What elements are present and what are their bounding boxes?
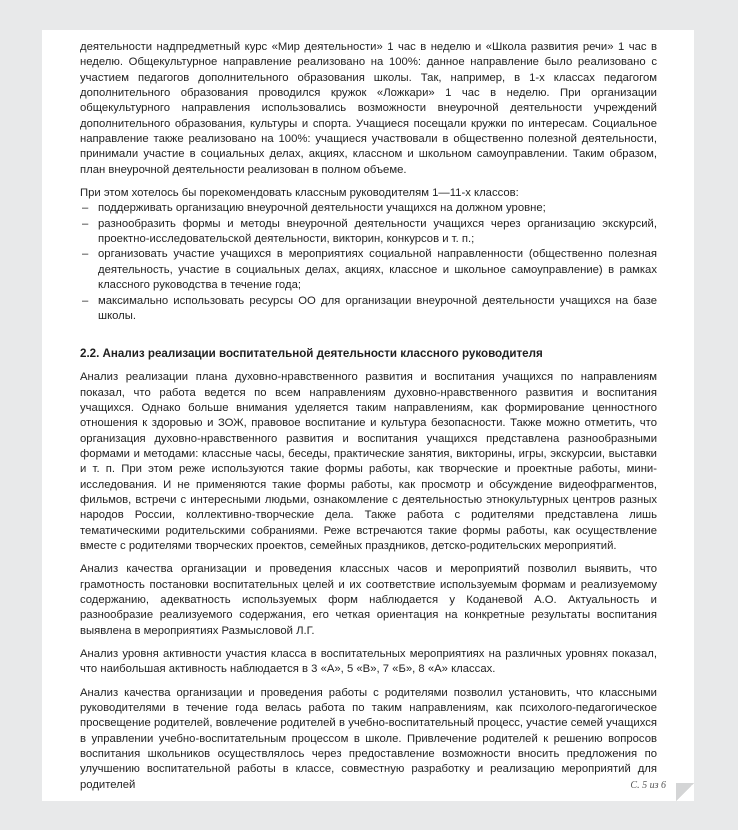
- paragraph: деятельности надпредметный курс «Мир деятельности» 1 час в неделю и «Школа развития речи» 1 час в неделю. Общекультурное направление реализовано на 100%: данное направление было реализовано с участием педагогов дополнительного образования школы. Так, например, в 1-х классах педагогом дополнительного образования проводился кружок «Ложкари» 1 час в неделю. При организации общекультурного направления использовались возможности внеурочной деятельности учреждений дополнительного образования, культуры и спорта. Учащиеся посещали кружки по интересам. Социальное направление также реализовано на 100%: учащиеся участвовали в общественно полезной деятельности, принимали участие в социальных делах, акциях, классном и школьном самоуправлении. Таким образом, план внеурочной деятельности реализован в полном объеме.: [80, 41, 657, 176]
- paragraph: Анализ качества организации и проведения работы с родителями позволил установить, что классными руководителями в течение года велась работа по таким направлениям, как психолого-педагогическое просвещение родителей, вовлечение родителей в учебно-воспитательный процесс, участие семей учащихся в управлении учебно-воспитательным процессом в школе. Привлечение родителей к решению вопросов воспитания школьников осуществлялось через предоставление возможности вносить предложения по улучшению воспитательной работы в классе, совместную разработку и реализацию мероприятий для родителей: [80, 686, 657, 791]
- page-corner-fold: [676, 783, 694, 801]
- page-number: С. 5 из 6: [630, 780, 666, 791]
- paragraph: Анализ качества организации и проведения классных часов и мероприятий позволил выявить, что грамотность постановки воспитательных целей и их соответствие используемым формам и реализуемому содержанию, адекватность используемых форм наблюдается у Коданевой А.О. Актуальность и разнообразие реализуемого содержания, его четкая ориентация на конкретные результаты воспитания выявлена в мероприятиях Размысловой Л.Г.: [80, 563, 657, 637]
- list-item: – разнообразить формы и методы внеурочной деятельности учащихся через организацию экскурсий, проектно-исследовательской деятельности, викторин, конкурсов и т. п.;: [80, 217, 657, 248]
- list-item: – организовать участие учащихся в мероприятиях социальной направленности (общественно полезная деятельность, участие в социальных делах, акциях, классное и школьное самоуправление) в рамках классного руководства в течение года;: [80, 247, 657, 293]
- document-page: [42, 30, 694, 801]
- paragraph: Анализ уровня активности участия класса в воспитательных мероприятиях на различных уровнях показал, что наибольшая активность наблюдается в 3 «А», 5 «В», 7 «Б», 8 «А» классах.: [80, 648, 657, 676]
- recommendation-list: [80, 201, 657, 324]
- section-heading: 2.2. Анализ реализации воспитательной деятельности классного руководителя: [80, 347, 543, 361]
- list-item: – максимально использовать ресурсы ОО для организации внеурочной деятельности учащихся на базе школы.: [80, 294, 657, 325]
- paragraph: Анализ реализации плана духовно-нравственного развития и воспитания учащихся по направлениям показал, что работа ведется по всем направлениям духовно-нравственного развития и воспитания учащихся. Однако больше внимания уделяется таким направлениям, как формирование ценностного отношения к здоровью и ЗОЖ, правовое воспитание и культура безопасности. Также можно отметить, что организация духовно-нравственного развития и воспитания учащихся представлена разнообразными формами и методами: классные часы, беседы, практические занятия, викторины, игры, экскурсии, выставки и т. п. При этом реже используются такие формы работы, как творческие и проектные работы, мини-исследования. И не применяются такие формы работы, как просмотр и обсуждение видеофрагментов, фильмов, встречи с интересными людьми, ознакомление с деятельностью этнокультурных центров разных народов России, коллективно-творческие дела. Также работа с родителями представлена лишь тематическими родительскими собраниями. Реже встречаются такие формы работы, как осуществление вместе с родителями творческих проектов, семейных праздников, детско-родительских мероприятий.: [80, 371, 657, 552]
- list-item: – поддерживать организацию внеурочной деятельности учащихся на должном уровне;: [80, 201, 657, 216]
- paragraph: При этом хотелось бы порекомендовать классным руководителям 1—11-х классов:: [80, 187, 519, 200]
